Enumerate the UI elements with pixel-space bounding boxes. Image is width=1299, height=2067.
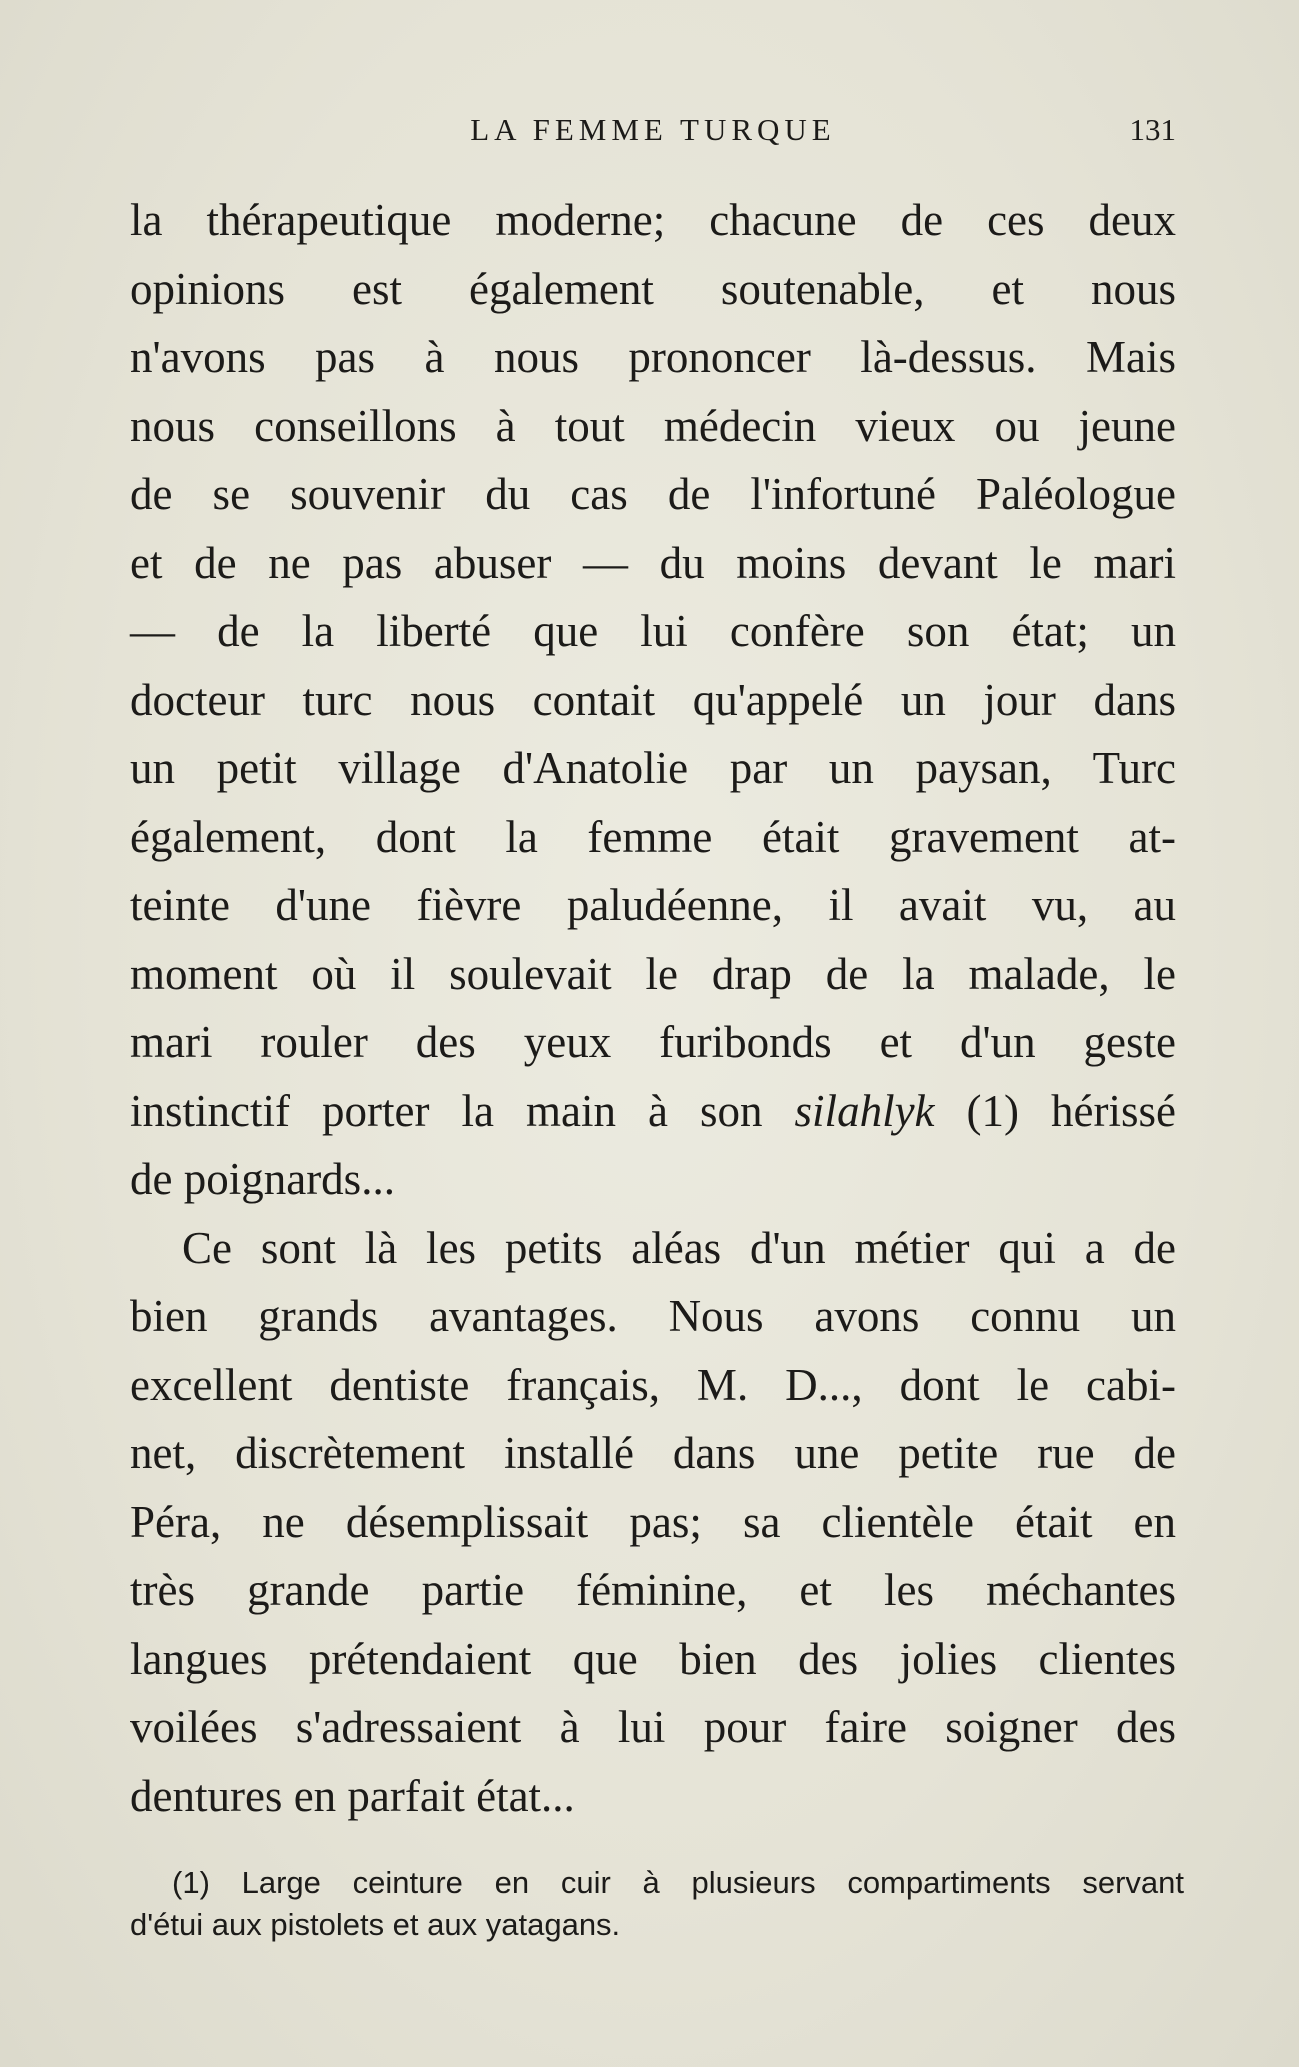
text-segment: instinctif porter la main à son <box>130 1085 795 1136</box>
text-line: et de ne pas abuser — du moins devant le mari <box>130 537 1176 588</box>
footnote-line: d'étui aux pistolets et aux yatagans. <box>130 1907 621 1942</box>
text-line: n'avons pas à nous prononcer là-dessus. Mais <box>130 332 1176 382</box>
text-line: très grande partie féminine, et les méchantes <box>130 1565 1176 1615</box>
footnote <box>130 1862 1184 1946</box>
text-line: teinte d'une fièvre paludéenne, il avait vu, au <box>130 880 1176 930</box>
text-line: la thérapeutique moderne; chacune de ces deux <box>130 195 1176 245</box>
text-line: moment où il soulevait le drap de la malade, le <box>130 948 1176 999</box>
text-line: dentures en parfait état... <box>130 1770 575 1821</box>
text-line: mari rouler des yeux furibonds et d'un geste <box>130 1017 1176 1067</box>
footnote-line: (1) Large ceinture en cuir à plusieurs compartiments servant <box>172 1865 1184 1900</box>
text-line-with-italic-term <box>130 1077 1176 1146</box>
italic-term: silahlyk <box>794 1085 935 1136</box>
page-number: 131 <box>1129 112 1176 147</box>
text-line: excellent dentiste français, M. D..., dont le cabi- <box>130 1359 1176 1410</box>
text-line: langues prétendaient que bien des jolies clientes <box>130 1633 1176 1684</box>
page-header <box>130 112 1176 162</box>
text-line: docteur turc nous contait qu'appelé un jour dans <box>130 674 1176 725</box>
text-line: de se souvenir du cas de l'infortuné Paléologue <box>130 469 1176 519</box>
body-text <box>130 186 1176 1830</box>
text-line: un petit village d'Anatolie par un paysan, Turc <box>130 743 1176 793</box>
text-line: également, dont la femme était gravement at- <box>130 811 1176 862</box>
text-line: de poignards... <box>130 1154 395 1204</box>
text-line: bien grands avantages. Nous avons connu un <box>130 1291 1176 1341</box>
text-line: Péra, ne désemplissait pas; sa clientèle était en <box>130 1496 1176 1547</box>
text-line: voilées s'adressaient à lui pour faire soigner des <box>130 1702 1176 1752</box>
text-line: — de la liberté que lui confère son état; un <box>130 606 1176 656</box>
text-line: net, discrètement installé dans une petite rue de <box>130 1428 1176 1478</box>
text-segment: (1) hérissé <box>934 1085 1176 1136</box>
text-line: nous conseillons à tout médecin vieux ou jeune <box>130 400 1176 451</box>
running-title: LA FEMME TURQUE <box>470 112 836 147</box>
text-line: opinions est également soutenable, et nous <box>130 263 1176 314</box>
paragraph-first-line: Ce sont là les petits aléas d'un métier qui a de <box>182 1222 1176 1273</box>
